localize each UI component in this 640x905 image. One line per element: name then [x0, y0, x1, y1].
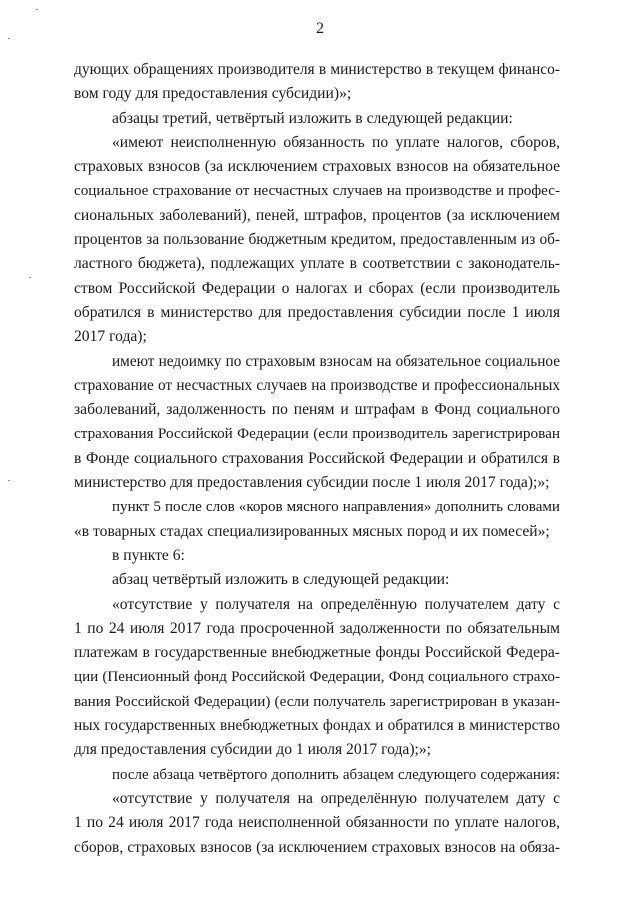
scan-speck — [8, 480, 10, 481]
text-line: страхования Российской Федерации (если производитель зарегистрирован — [74, 425, 560, 443]
text-line: ством Российской Федерации о налогах и сборах (если производитель — [74, 279, 560, 297]
text-line: страхование от несчастных случаев на производстве и профессиональных — [74, 376, 560, 394]
scan-speck — [8, 38, 10, 39]
text-line: «отсутствие у получателя на определённую получателем дату с — [112, 595, 560, 613]
text-line: дующих обращениях производителя в министерство в текущем финансо- — [74, 61, 560, 78]
text-line: ластного бюджета), подлежащих уплате в соответствии с законодатель- — [74, 255, 560, 273]
text-line: 2017 года); — [74, 328, 147, 346]
text-line: сборов, страховых взносов (за исключением страховых взносов на обяза- — [74, 838, 560, 856]
text-line: вом году для предоставления субсидии)»; — [74, 85, 352, 103]
text-line: абзац четвёртый изложить в следующей редакции: — [112, 571, 450, 589]
document-body — [74, 58, 560, 860]
text-line: в Фонде социального страхования Российской Федерации и обратился в — [74, 449, 560, 467]
text-line: после абзаца четвёртого дополнить абзацем следующего содержания: — [112, 766, 560, 783]
text-line: министерство для предоставления субсидии после 1 июля 2017 года);»; — [74, 474, 550, 492]
text-line: «в товарных стадах специализированных мясных пород и их помесей»; — [74, 522, 550, 540]
text-line: «отсутствие у получателя на определённую получателем дату с — [112, 789, 560, 807]
text-line: сиональных заболеваний), пеней, штрафов, процентов (за исключением — [74, 206, 560, 224]
page-number: 2 — [316, 20, 324, 37]
text-line: заболеваний, задолженность по пеням и штрафам в Фонд социального — [74, 401, 560, 419]
text-line: вания Российской Федерации) (если получатель зарегистрирован в указан- — [74, 692, 560, 710]
text-line: страховых взносов (за исключением страховых взносов на обязательное — [74, 158, 560, 176]
text-line: для предоставления субсидии до 1 июля 2017 года);»; — [74, 741, 431, 759]
text-line: «имеют неисполненную обязанность по уплате налогов, сборов, — [112, 133, 560, 151]
text-line: в пункте 6: — [112, 546, 185, 564]
text-line: 1 по 24 июля 2017 года неисполненной обязанности по уплате налогов, — [74, 814, 560, 832]
text-line: платежам в государственные внебюджетные фонды Российской Федера- — [74, 644, 560, 662]
text-line: абзацы третий, четвёртый изложить в следующей редакции: — [112, 109, 513, 127]
text-line: имеют недоимку по страховым взносам на обязательное социальное — [112, 352, 560, 370]
text-line: ных государственных внебюджетных фондах и обратился в министерство — [74, 717, 560, 735]
text-line: пункт 5 после слов «коров мясного направления» дополнить словами — [112, 499, 560, 516]
scan-speck — [36, 9, 38, 10]
text-line: ции (Пенсионный фонд Российской Федерации, Фонд социального страхо- — [74, 669, 560, 686]
text-line: 1 по 24 июля 2017 года просроченной задолженности по обязательным — [74, 619, 560, 637]
scan-speck — [29, 277, 31, 278]
text-line: обратился в министерство для предоставления субсидии после 1 июля — [74, 303, 560, 321]
text-line: процентов за пользование бюджетным кредитом, предоставленным из об- — [74, 231, 560, 249]
text-line: социальное страхование от несчастных случаев на производстве и профес- — [74, 183, 560, 200]
